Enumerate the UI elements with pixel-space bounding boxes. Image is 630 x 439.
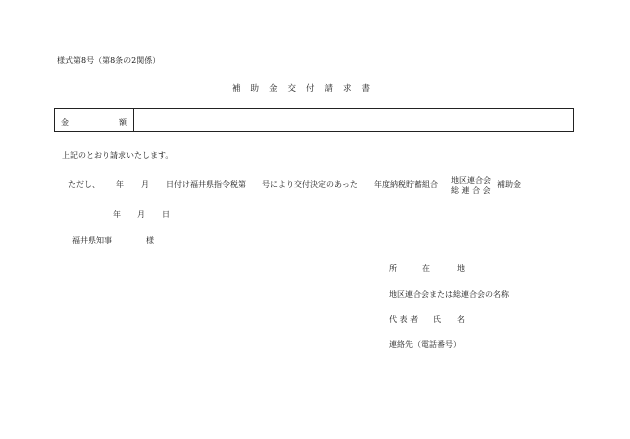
document-title: 補助金交付請求書 (232, 84, 381, 94)
proviso-tadashi: ただし、 (68, 180, 100, 189)
applicant-representative-label: 代 表 者 (389, 315, 419, 324)
proviso-subsidy: 補助金 (497, 180, 521, 189)
request-statement: 上記のとおり請求いたします。 (62, 151, 174, 160)
date-year: 年 (113, 210, 121, 219)
date-month: 月 (137, 210, 145, 219)
association-type-district: 地区連合会 (451, 176, 491, 185)
applicant-location-char-2: 在 (422, 264, 430, 273)
association-type-general: 総 連 合 会 (451, 186, 491, 195)
amount-label-kin: 金 (61, 118, 69, 127)
applicant-contact-label: 連絡先（電話番号） (389, 340, 461, 349)
proviso-text-3: 年度納税貯蓄組合 (374, 180, 438, 189)
applicant-location-char-1: 所 (389, 264, 397, 273)
addressee-honorific: 様 (146, 236, 154, 245)
association-type-stack (451, 176, 491, 196)
form-number-label: 様式第8号（第8条の2関係） (57, 56, 161, 65)
amount-label-gaku: 額 (119, 118, 127, 127)
applicant-name-char-2: 名 (457, 315, 465, 324)
applicant-location-char-3: 地 (457, 264, 465, 273)
addressee-name: 福井県知事 (72, 236, 112, 245)
proviso-text-2: 号により交付決定のあった (262, 180, 358, 189)
proviso-month: 月 (141, 180, 149, 189)
date-day: 日 (162, 210, 170, 219)
amount-label-cell (55, 109, 134, 131)
applicant-name-char-1: 氏 (433, 315, 441, 324)
proviso-text-1: 日付け福井県指令税第 (166, 180, 246, 189)
proviso-year: 年 (116, 180, 124, 189)
amount-box (54, 108, 574, 132)
applicant-association-name-label: 地区連合会または総連合会の名称 (389, 290, 509, 299)
